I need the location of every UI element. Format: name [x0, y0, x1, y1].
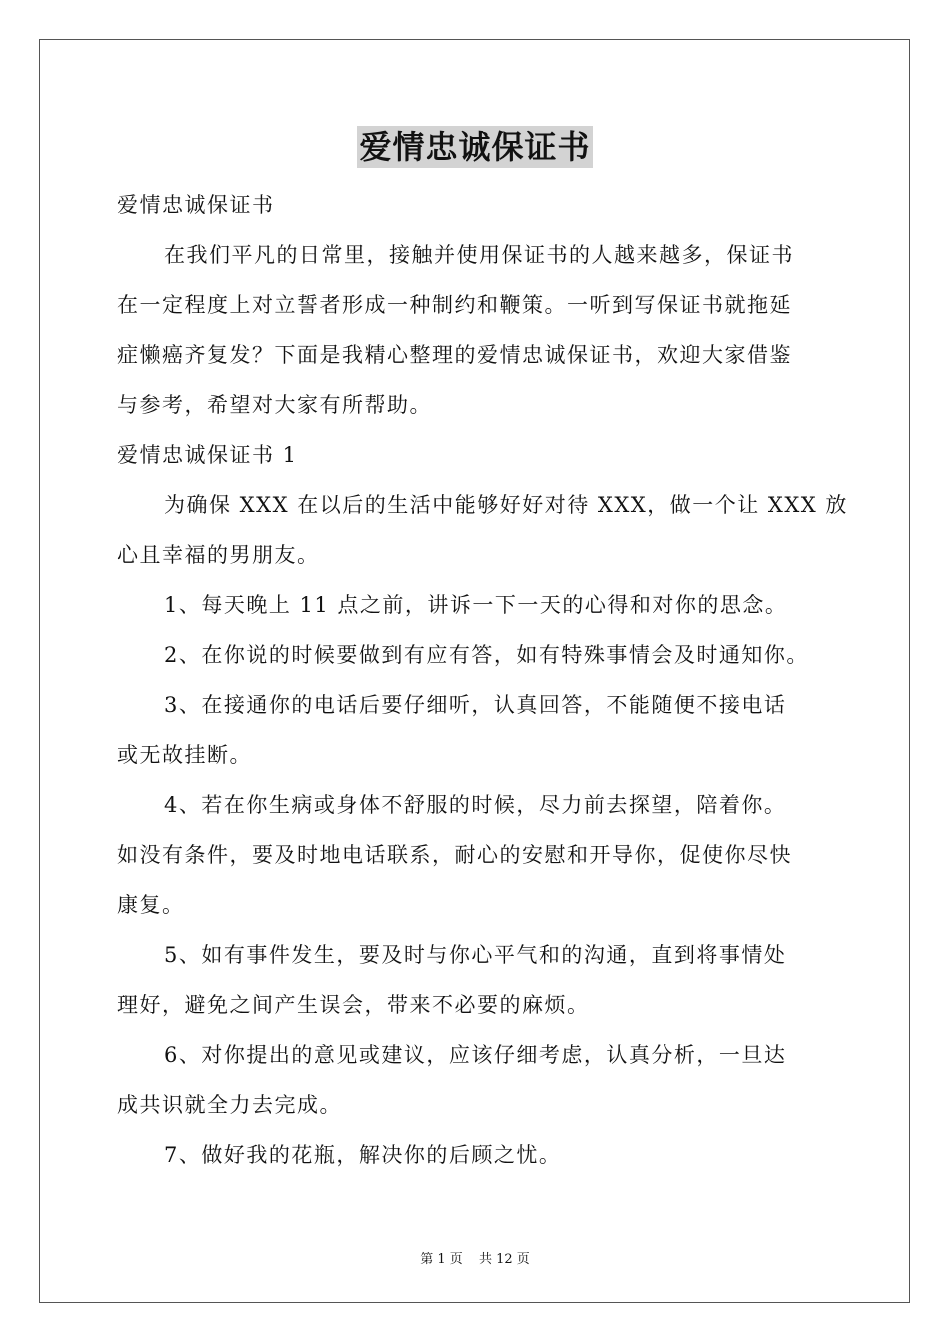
text-line: 如没有条件，要及时地电话联系，耐心的安慰和开导你，促使你尽快 — [117, 843, 792, 867]
text-line: 3、在接通你的电话后要仔细听，认真回答，不能随便不接电话 — [164, 693, 787, 717]
text-line: 与参考，希望对大家有所帮助。 — [117, 393, 432, 417]
text-line: 2、在你说的时候要做到有应有答，如有特殊事情会及时通知你。 — [164, 643, 809, 667]
page-footer — [0, 1248, 950, 1267]
page-number: 第 1 页 — [420, 1252, 463, 1267]
page-total: 共 12 页 — [478, 1252, 530, 1267]
text-line: 症懒癌齐复发？下面是我精心整理的爱情忠诚保证书，欢迎大家借鉴 — [117, 343, 792, 367]
text-line: 4、若在你生病或身体不舒服的时候，尽力前去探望，陪着你。 — [164, 793, 787, 817]
text-line: 成共识就全力去完成。 — [117, 1093, 342, 1117]
text-line: 爱情忠诚保证书 — [117, 193, 275, 217]
document-body — [117, 180, 848, 1180]
title-container — [0, 126, 950, 168]
text-line: 康复。 — [117, 893, 185, 917]
text-line: 心且幸福的男朋友。 — [117, 543, 320, 567]
document-title: 爱情忠诚保证书 — [359, 128, 591, 166]
text-line: 1、每天晚上 11 点之前，讲诉一下一天的心得和对你的思念。 — [164, 593, 788, 617]
text-line: 爱情忠诚保证书 1 — [117, 443, 298, 467]
text-line: 6、对你提出的意见或建议，应该仔细考虑，认真分析，一旦达 — [164, 1043, 787, 1067]
text-line: 7、做好我的花瓶，解决你的后顾之忧。 — [164, 1143, 562, 1167]
text-line: 为确保 XXX 在以后的生活中能够好好对待 XXX，做一个让 XXX 放 — [164, 493, 848, 517]
text-line: 或无故挂断。 — [117, 743, 252, 767]
text-line: 在一定程度上对立誓者形成一种制约和鞭策。一听到写保证书就拖延 — [117, 293, 792, 317]
text-line: 5、如有事件发生，要及时与你心平气和的沟通，直到将事情处 — [164, 943, 787, 967]
text-line: 在我们平凡的日常里，接触并使用保证书的人越来越多，保证书 — [164, 243, 794, 267]
text-line: 理好，避免之间产生误会，带来不必要的麻烦。 — [117, 993, 590, 1017]
